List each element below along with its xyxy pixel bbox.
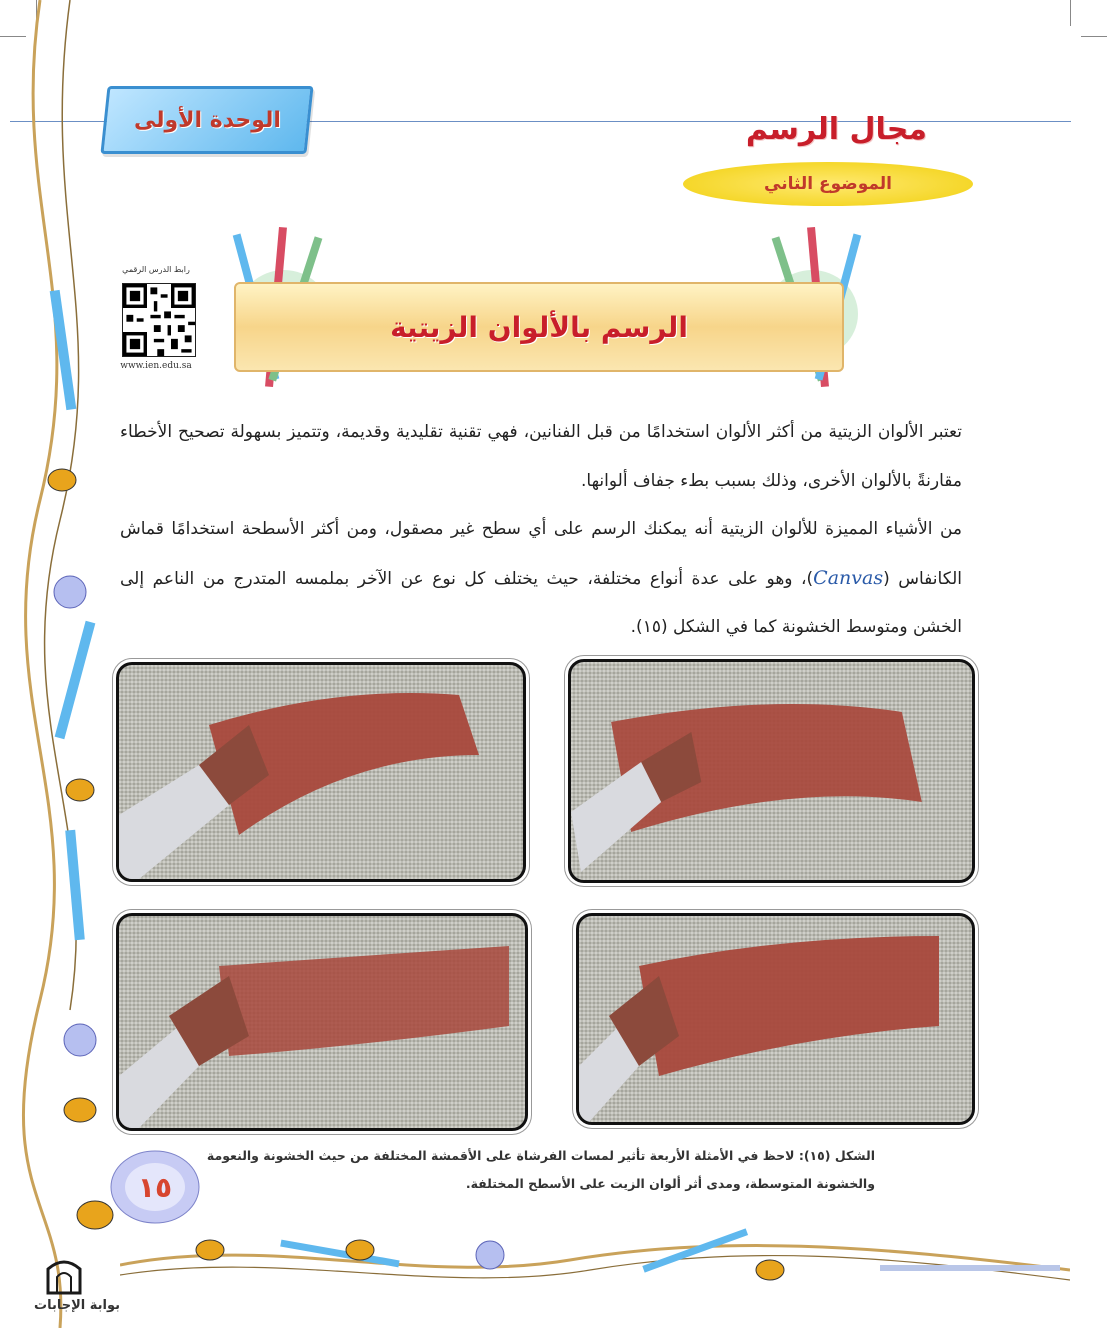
site-logo-text: بوابة الإجابات bbox=[34, 1298, 120, 1313]
lesson-title: الرسم بالألوان الزيتية bbox=[390, 310, 688, 344]
page-number: ١٥ bbox=[137, 1170, 173, 1204]
paragraph-2 bbox=[120, 505, 962, 652]
crop-mark bbox=[1070, 0, 1071, 26]
caption-line-1: الشكل (١٥): لاحظ في الأمثلة الأربعة تأثير لمسات الفرشاة على الأقمشة المختلفة من حيث الخشونة والنعومة bbox=[206, 1148, 875, 1163]
bottom-decorative-border bbox=[120, 1225, 1070, 1295]
crop-mark bbox=[1081, 36, 1107, 37]
field-title: مجال الرسم bbox=[745, 112, 927, 147]
figure-caption bbox=[205, 1142, 875, 1198]
lesson-title-banner bbox=[234, 282, 844, 372]
qr-code[interactable] bbox=[122, 283, 196, 357]
topic-label: الموضوع الثاني bbox=[764, 174, 892, 194]
figure-photo-bottom-left bbox=[116, 913, 528, 1131]
figure-photo-top-right bbox=[568, 659, 975, 883]
unit-label: الوحدة الأولى bbox=[133, 107, 281, 133]
canvas-term: Canvas bbox=[813, 566, 884, 589]
lesson-body bbox=[120, 408, 962, 652]
decorative-border bbox=[0, 0, 120, 1328]
site-logo-icon bbox=[44, 1255, 84, 1295]
caption-line-2: والخشونة المتوسطة، ومدى أثر ألوان الزيت على الأسطح المختلفة. bbox=[465, 1176, 875, 1191]
topic-pill bbox=[683, 162, 973, 206]
qr-label: رابط الدرس الرقمي bbox=[122, 265, 190, 274]
qr-url: www.ien.edu.sa bbox=[120, 361, 192, 371]
figure-photo-top-left bbox=[116, 662, 526, 882]
figure-photo-bottom-right bbox=[576, 913, 975, 1125]
paragraph-2-part-a: من الأشياء المميزة للألوان الزيتية أنه يمكنك الرسم على أي سطح غير مصقول، ومن أكثر الأسطحة استخدامًا قماش الكانفاس ( bbox=[120, 519, 962, 589]
unit-badge bbox=[100, 86, 313, 154]
paragraph-2-part-b: )، وهو على عدة أنواع مختلفة، حيث يختلف كل نوع عن الآخر بملمسه المتدرج من الناعم إلى الخشن ومتوسط الخشونة كما في الشكل (١٥). bbox=[120, 568, 962, 637]
paragraph-1: تعتبر الألوان الزيتية من أكثر الألوان استخدامًا من قبل الفنانين، فهي تقنية تقليدية وقديمة، وتتميز بسهولة تصحيح الأخطاء مقارنةً بالألوان الأخرى، وذلك بسبب بطء جفاف ألوانها. bbox=[120, 422, 962, 491]
